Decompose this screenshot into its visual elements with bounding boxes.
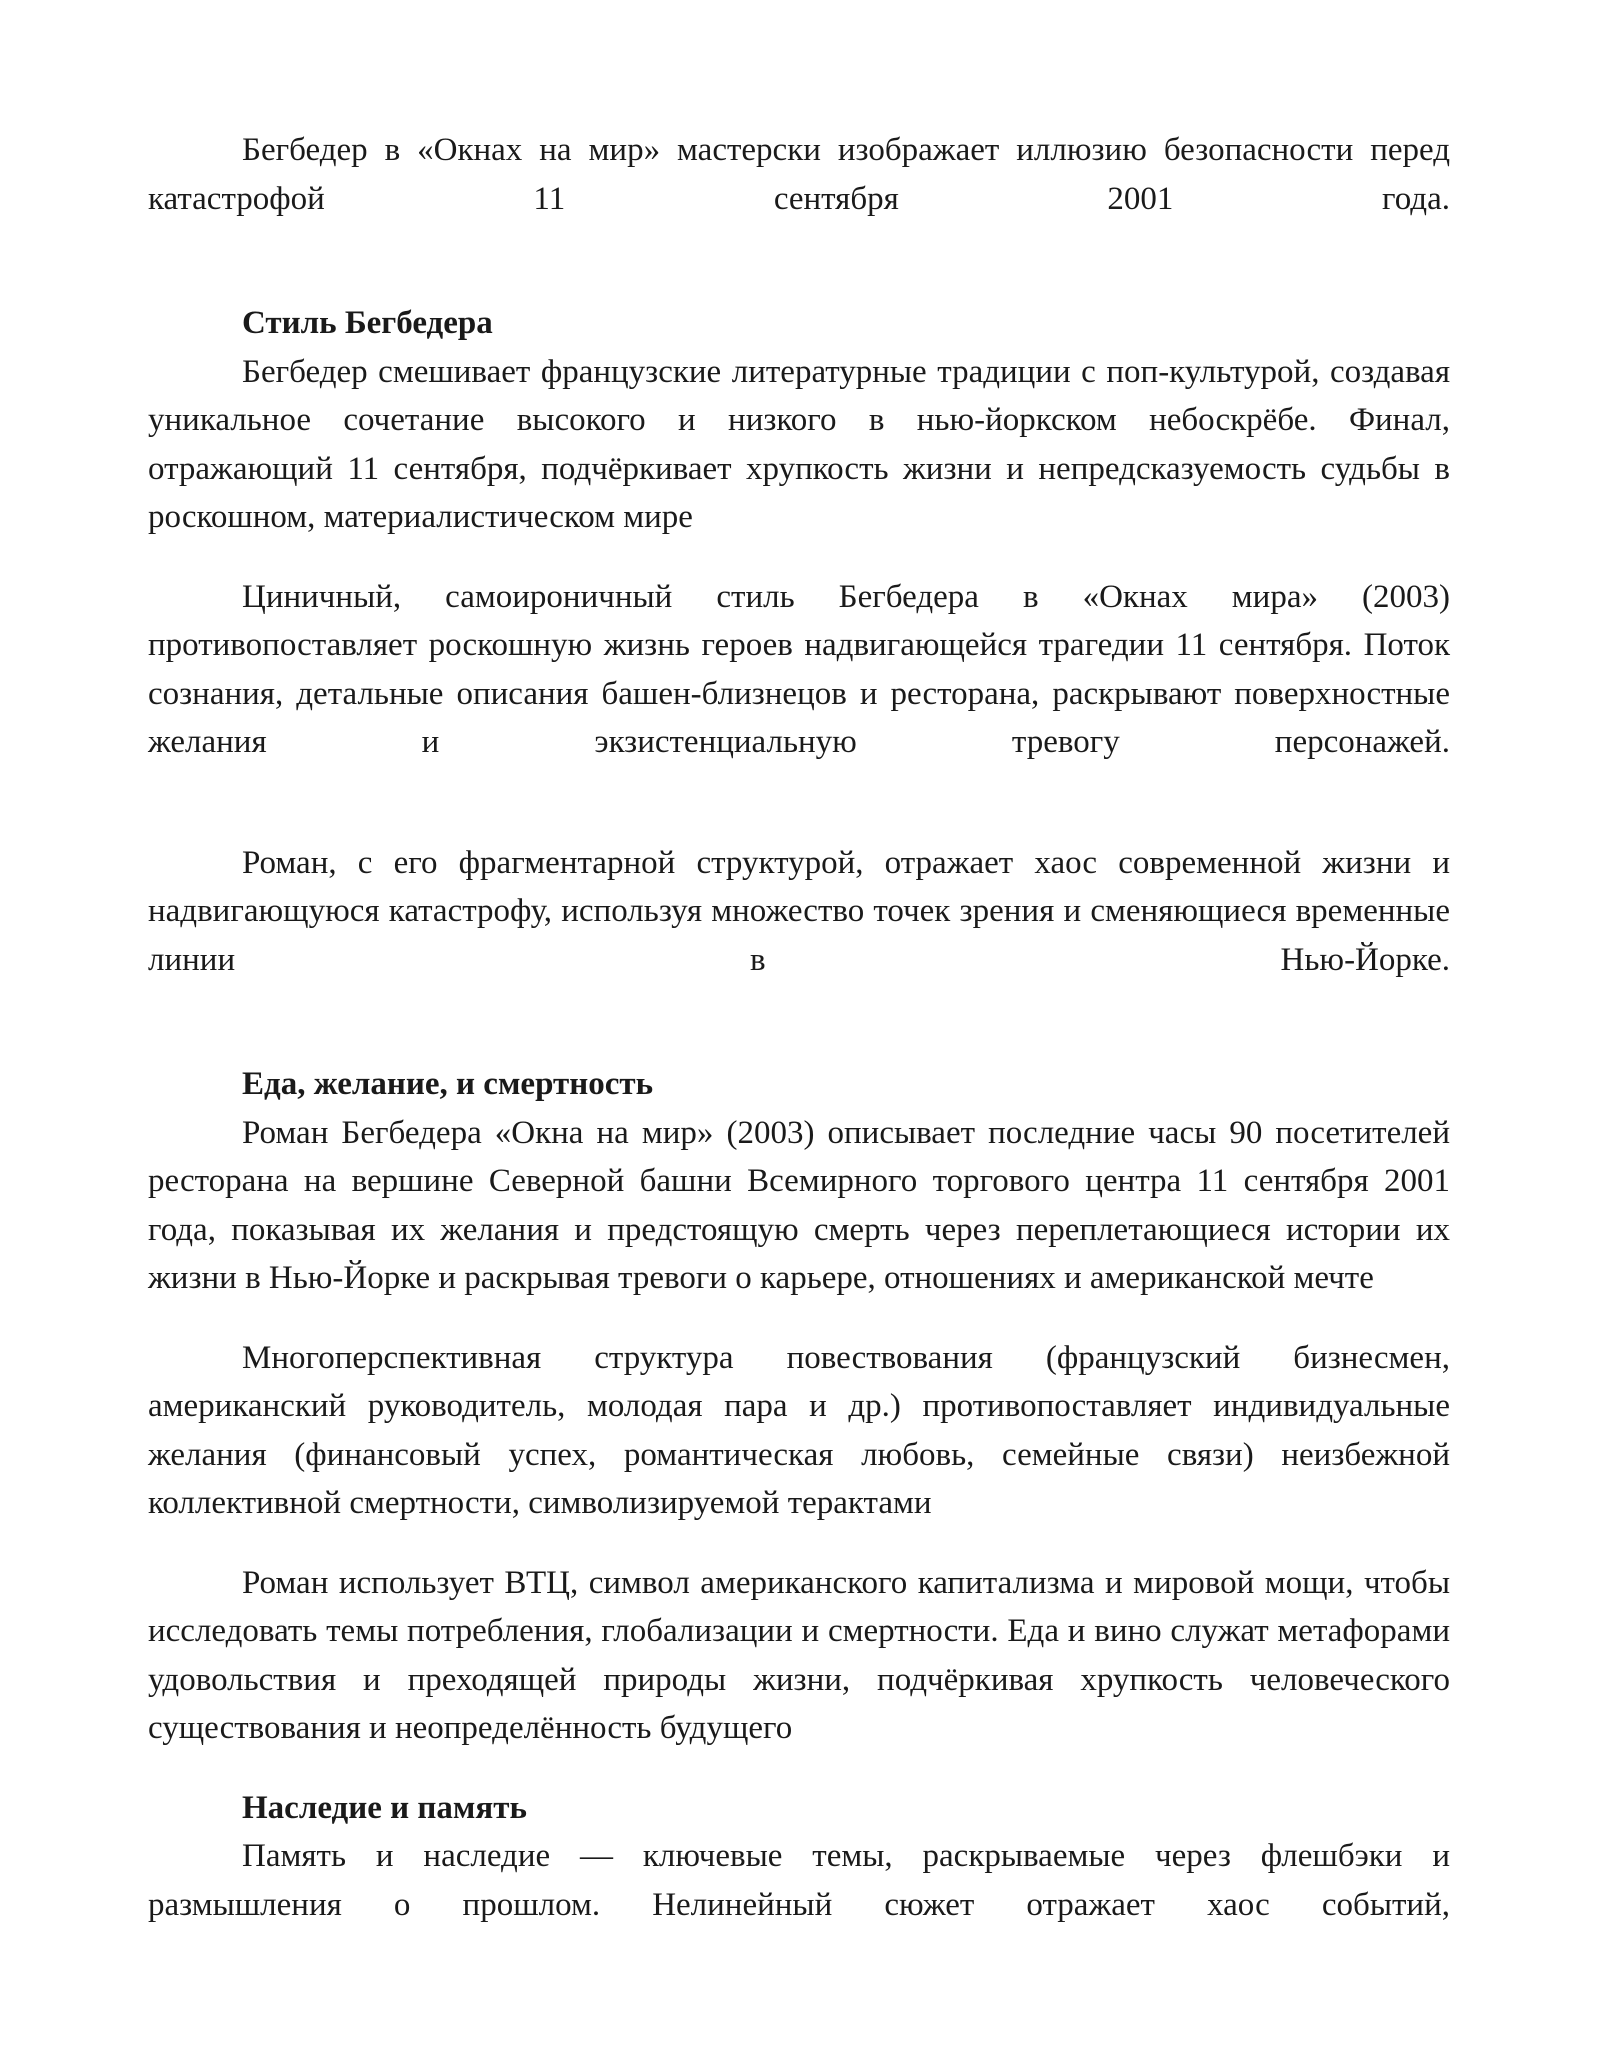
paragraph-food-2: Многоперспективная структура повествования (французский бизнесмен, американский руководитель, молодая пара и др.) противопоставляет индивидуальные желания (финансовый успех, романтическая любовь, семейные связи) неизбежной коллективной смертности, символизируемой терактами [148, 1339, 1450, 1521]
section-heading-food: Еда, желание, и смертность [242, 1066, 654, 1102]
spacer [148, 767, 1450, 839]
section-heading-style: Стиль Бегбедера [242, 305, 493, 341]
spacer [148, 1753, 1450, 1784]
document-body [148, 126, 1450, 1929]
paragraph-food-3: Роман использует ВТЦ, символ американского капитализма и мировой мощи, чтобы исследовать темы потребления, глобализации и смертности. Еда и вино служат метафорами удовольствия и преходящей природы жизни, подчёркивая хрупкость человеческого существования и неопределённость будущего [148, 1564, 1450, 1746]
section-heading-legacy: Наследие и память [242, 1789, 527, 1826]
paragraph-legacy-1: Память и наследие — ключевые темы, раскрываемые через флешбэки и размышления о прошлом. Нелинейный сюжет отражает хаос событий, [148, 1838, 1450, 1923]
paragraph-food-1: Роман Бегбедера «Окна на мир» (2003) описывает последние часы 90 посетителей ресторана на вершине Северной башни Всемирного торгового центра 11 сентября 2001 года, показывая их желания и предстоящую смерть через переплетающиеся истории их жизни в Нью-Йорке и раскрывая тревоги о карьере, отношениях и американской мечте [148, 1114, 1450, 1296]
paragraph-style-3: Роман, с его фрагментарной структурой, отражает хаос современной жизни и надвигающуюся катастрофу, используя множество точек зрения и сменяющиеся временные линии в Нью-Йорке. [148, 844, 1450, 978]
spacer [148, 1303, 1450, 1334]
spacer [148, 542, 1450, 573]
paragraph-intro: Бегбедер в «Окнах на мир» мастерски изображает иллюзию безопасности перед катастрофой 11 сентября 2001 года. [148, 132, 1450, 217]
spacer [148, 984, 1450, 1060]
spacer [148, 223, 1450, 299]
paragraph-style-2: Циничный, самоироничный стиль Бегбедера в «Окнах мира» (2003) противопоставляет роскошную жизнь героев надвигающейся трагедии 11 сентября. Поток сознания, детальные описания башен-близнецов и ресторана, раскрывают поверхностные желания и экзистенциальную тревогу персонажей. [148, 578, 1450, 760]
spacer [148, 1528, 1450, 1559]
paragraph-style-1: Бегбедер смешивает французские литературные традиции с поп-культурой, создавая уникальное сочетание высокого и низкого в нью-йоркском небоскрёбе. Финал, отражающий 11 сентября, подчёркивает хрупкость жизни и непредсказуемость судьбы в роскошном, материалистическом мире [148, 353, 1450, 535]
